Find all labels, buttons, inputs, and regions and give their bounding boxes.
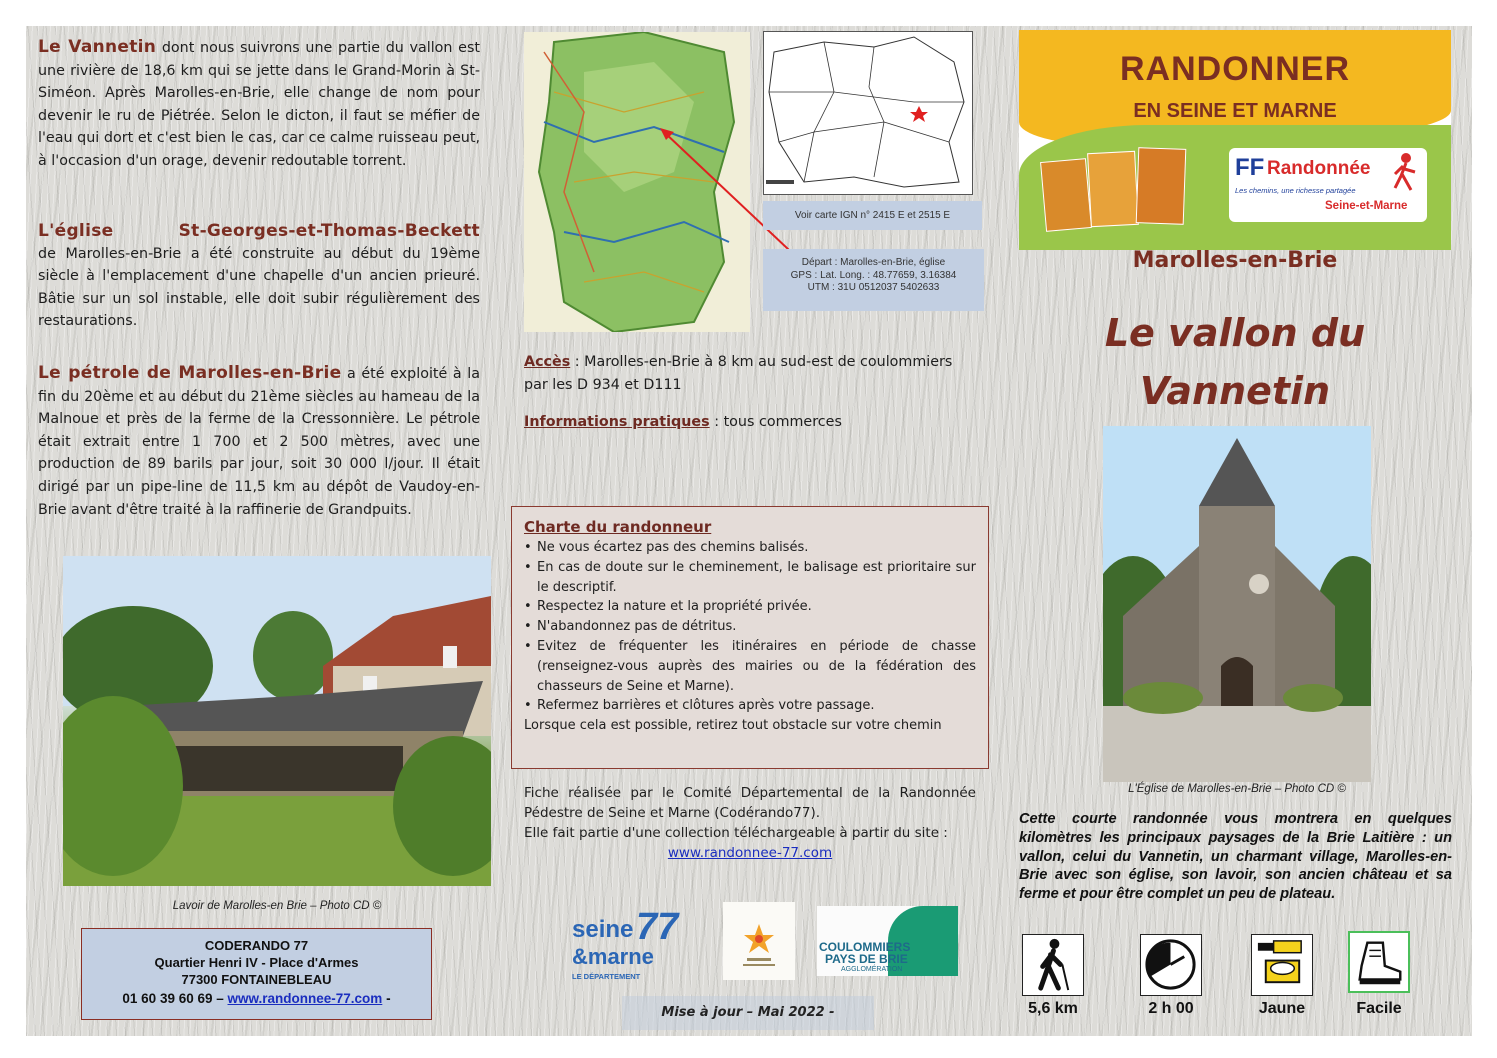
hike-description: Cette courte randonnée vous montrera en quelques kilomètres les principaux paysages de la Brie Laitière : un vallon, celui du Vannetin, un charmant village, Marolles-en-Brie avec son église, son lavoir, son ancien château et sa ferme et pour être complet un peu de plateau. — [1019, 811, 1452, 903]
church-caption: L'Église de Marolles-en-Brie – Photo CD © — [1128, 783, 1346, 795]
access-info — [524, 351, 974, 396]
logo-departement-text: LE DÉPARTEMENT — [572, 972, 641, 981]
banner-subtitle: EN SEINE ET MARNE — [1133, 100, 1337, 122]
distance-label: 5,6 km — [1028, 1000, 1078, 1017]
clock-icon — [1140, 934, 1202, 996]
credits-link-row — [524, 843, 976, 863]
guide-book-icon — [1087, 151, 1139, 227]
paint-marker-icon — [1251, 934, 1313, 996]
lavoir-caption: Lavoir de Marolles-en Brie – Photo CD © — [172, 900, 382, 912]
randonner-banner — [1019, 30, 1451, 250]
vannetin-text: dont nous suivrons une partie du vallon est une rivière de 18,6 km qui se jette dans le Grand-Morin à St-Siméon. Après Marolles-en-Brie, elle change de nom pour devenir le ru de Piétrée. Selon le dicton, il faut se méfier de l'eau qui dort et c'est bien le cas, car ce calme ruisseau peut, à l'occasion d'un orage, devenir redoutable torrent. — [38, 40, 480, 169]
address-website-link[interactable]: www.randonnee-77.com — [227, 991, 383, 1006]
petrole-text: a été exploité à la fin du 20ème et au début du 21ème siècles au hameau de la Malnoue et près de la ferme de la Cressonnière. Le pétrole était extrait entre 1 700 et 2 500 mètres, avec une production de 89 barils par jour, soit 30 000 l/jour. Il était dirigé par un pipe-line de 11,5 km au dépôt de Vaudoy-en-Brie avant d'être traité à la raffinerie de Grandpuits. — [38, 366, 480, 518]
address-contact — [82, 990, 431, 1007]
vannetin-heading: Le Vannetin — [38, 37, 157, 57]
charter-title: Charte du randonneur — [524, 518, 712, 536]
guide-book-icon — [1136, 147, 1187, 225]
charter-item: • Refermez barrières et clôtures après votre passage. — [524, 696, 976, 716]
departure-utm: UTM : 31U 0512037 5402633 — [807, 282, 940, 293]
logo-paysdebrie-text: PAYS DE BRIE — [825, 952, 908, 966]
petrole-section — [38, 362, 480, 521]
logo-seine-text: seine — [572, 916, 634, 943]
hike-title-line1: Le vallon du — [1104, 311, 1366, 355]
marking-color-label: Jaune — [1258, 1000, 1306, 1017]
ffr-randonnee-text: Randonnée — [1267, 158, 1371, 179]
hike-title-line2: Vannetin — [1139, 369, 1331, 413]
charter-item: • Respectez la nature et la propriété privée. — [524, 597, 976, 617]
lavoir-photo — [63, 556, 491, 886]
charter-item: • En cas de doute sur le cheminement, le balisage est prioritaire sur le descriptif. — [524, 558, 976, 598]
lavoir-illustration — [63, 556, 491, 886]
church-illustration — [1103, 426, 1371, 782]
departure-info — [763, 249, 984, 311]
guide-book-icon — [1040, 158, 1092, 232]
hiking-boot-icon — [1348, 931, 1410, 993]
star-crest-icon — [723, 902, 795, 980]
charter-item: • Ne vous écartez pas des chemins balisés. — [524, 538, 976, 558]
ffr-tagline: Les chemins, une richesse partagée — [1235, 186, 1356, 195]
eglise-heading: L'église St-Georges-et-Thomas-Beckett — [38, 221, 480, 241]
duration-label: 2 h 00 — [1148, 1000, 1194, 1017]
church-photo — [1103, 426, 1371, 782]
address-box — [81, 928, 432, 1020]
region-outline-illustration — [764, 32, 972, 194]
hiker-icon — [1022, 934, 1084, 996]
seine-et-marne-logo — [566, 906, 686, 986]
vannetin-section — [38, 36, 480, 173]
address-suffix: - — [386, 991, 391, 1006]
departure-place: Départ : Marolles-en-Brie, église — [801, 257, 946, 268]
ffrandonnee-logo — [1229, 148, 1427, 222]
practical-text: : tous commerces — [714, 414, 842, 430]
difficulty-label: Facile — [1356, 1000, 1402, 1017]
charter-list — [524, 538, 976, 716]
ile-de-france-map — [763, 31, 973, 195]
address-org: CODERANDO 77 — [204, 938, 309, 953]
update-date: Mise à jour – Mai 2022 - — [622, 996, 874, 1030]
banner-title: RANDONNER — [1120, 50, 1350, 88]
logo-agglo-text: AGGLOMÉRATION — [841, 966, 903, 973]
charter-item: • Evitez de fréquenter les itinéraires en période de chasse (renseignez-vous auprès des mairies ou de la fédération des chasseurs de Seine et Marne). — [524, 637, 976, 696]
collection-website-link[interactable]: www.randonnee-77.com — [667, 845, 833, 861]
brochure-page — [26, 26, 1472, 1036]
access-label: Accès — [524, 354, 571, 370]
ffr-ff-text: FF — [1235, 154, 1265, 181]
charter-footer: Lorsque cela est possible, retirez tout obstacle sur votre chemin — [524, 718, 942, 734]
petrole-heading: Le pétrole de Marolles-en-Brie — [38, 363, 342, 383]
hiker-charter-box — [511, 506, 989, 769]
logo-coulommiers-text: COULOMMIERS — [819, 940, 911, 954]
logo-77-text: 77 — [636, 906, 679, 948]
town-name: Marolles-en-Brie — [1132, 248, 1338, 273]
ign-map-info: Voir carte IGN n° 2415 E et 2515 E — [763, 201, 982, 230]
charter-item: • N'abandonnez pas de détritus. — [524, 617, 976, 637]
access-text: : Marolles-en-Brie à 8 km au sud-est de coulommiers par les D 934 et D111 — [524, 354, 953, 393]
eglise-section — [38, 220, 480, 333]
practical-info — [524, 411, 974, 434]
practical-label: Informations pratiques — [524, 414, 710, 430]
ffr-walker-icon — [1391, 152, 1421, 192]
credits-line: Fiche réalisée par le Comité Départemental de la Randonnée Pédestre de Seine et Marne (Codérando77). — [524, 785, 976, 821]
hike-title — [1019, 304, 1451, 420]
marolles-crest-logo — [723, 902, 795, 980]
credits-collection: Elle fait partie d'une collection téléchargeable à partir du site : — [524, 825, 948, 841]
address-city: 77300 FONTAINEBLEAU — [181, 972, 332, 987]
departure-gps: GPS : Lat. Long. : 48.77659, 3.16384 — [790, 269, 957, 281]
address-street: Quartier Henri IV - Place d'Armes — [154, 955, 359, 970]
ffr-region: Seine-et-Marne — [1325, 200, 1408, 212]
coulommiers-logo — [817, 906, 958, 976]
logo-marne-text: &marne — [572, 944, 654, 969]
eglise-text: de Marolles-en-Brie a été construite au début du 19ème siècle à l'emplacement d'une chapelle d'un ancien prieuré. Bâtie sur un sol instable, elle doit subir régulièrement des restaurations. — [38, 245, 480, 330]
credits-text — [524, 783, 976, 863]
address-phone: 01 60 39 60 69 – — [122, 991, 224, 1006]
